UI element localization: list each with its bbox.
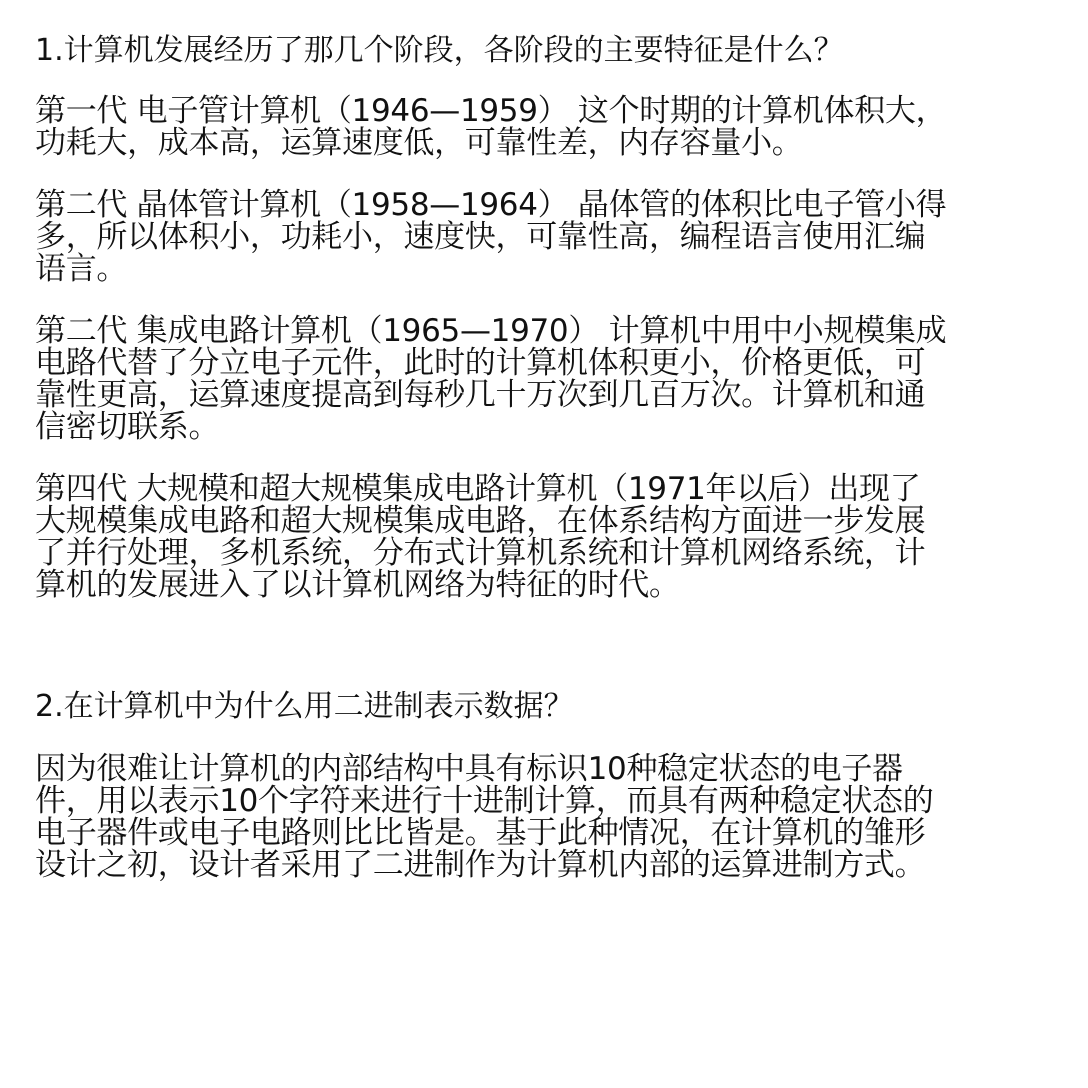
paragraph-line: 因为很难让计算机的内部结构中具有标识10种稳定状态的电子器 bbox=[35, 751, 903, 787]
paragraph-line: 大规模集成电路和超大规模集成电路，在体系结构方面进一步发展 bbox=[35, 503, 926, 539]
paragraph-line: 语言。 bbox=[35, 251, 128, 287]
paragraph-line: 电路代替了分立电子元件，此时的计算机体积更小，价格更低，可 bbox=[35, 345, 926, 381]
question-1-title: 1.计算机发展经历了那几个阶段，各阶段的主要特征是什么？ bbox=[35, 33, 844, 68]
paragraph-line: 件，用以表示10个字符来进行十进制计算，而具有两种稳定状态的 bbox=[35, 783, 934, 819]
generation-4-paragraph bbox=[35, 473, 1055, 601]
document-page bbox=[35, 34, 1055, 881]
paragraph-line: 第一代 电子管计算机（1946—1959） 这个时期的计算机体积大， bbox=[35, 93, 947, 129]
paragraph-line: 靠性更高，运算速度提高到每秒几十万次到几百万次。计算机和通 bbox=[35, 377, 926, 413]
question-2-title: 2.在计算机中为什么用二进制表示数据？ bbox=[35, 689, 574, 724]
generation-1-paragraph bbox=[35, 95, 1055, 159]
generation-2-paragraph bbox=[35, 189, 1055, 285]
paragraph-line: 电子器件或电子电路则比比皆是。基于此种情况，在计算机的雏形 bbox=[35, 815, 926, 851]
paragraph-line: 设计之初，设计者采用了二进制作为计算机内部的运算进制方式。 bbox=[35, 847, 926, 883]
paragraph-line: 信密切联系。 bbox=[35, 409, 220, 445]
paragraph-line: 第四代 大规模和超大规模集成电路计算机（1971年以后）出现了 bbox=[35, 471, 921, 507]
generation-3-paragraph bbox=[35, 315, 1055, 443]
paragraph-line: 了并行处理，多机系统，分布式计算机系统和计算机网络系统，计 bbox=[35, 535, 926, 571]
question-2-answer bbox=[35, 753, 1055, 881]
paragraph-line: 功耗大，成本高，运算速度低，可靠性差，内存容量小。 bbox=[35, 125, 803, 161]
paragraph-line: 多，所以体积小，功耗小，速度快，可靠性高，编程语言使用汇编 bbox=[35, 219, 926, 255]
paragraph-line: 算机的发展进入了以计算机网络为特征的时代。 bbox=[35, 567, 680, 603]
paragraph-line: 第二代 集成电路计算机（1965—1970） 计算机中用中小规模集成 bbox=[35, 313, 947, 349]
paragraph-line: 第二代 晶体管计算机（1958—1964） 晶体管的体积比电子管小得 bbox=[35, 187, 947, 223]
